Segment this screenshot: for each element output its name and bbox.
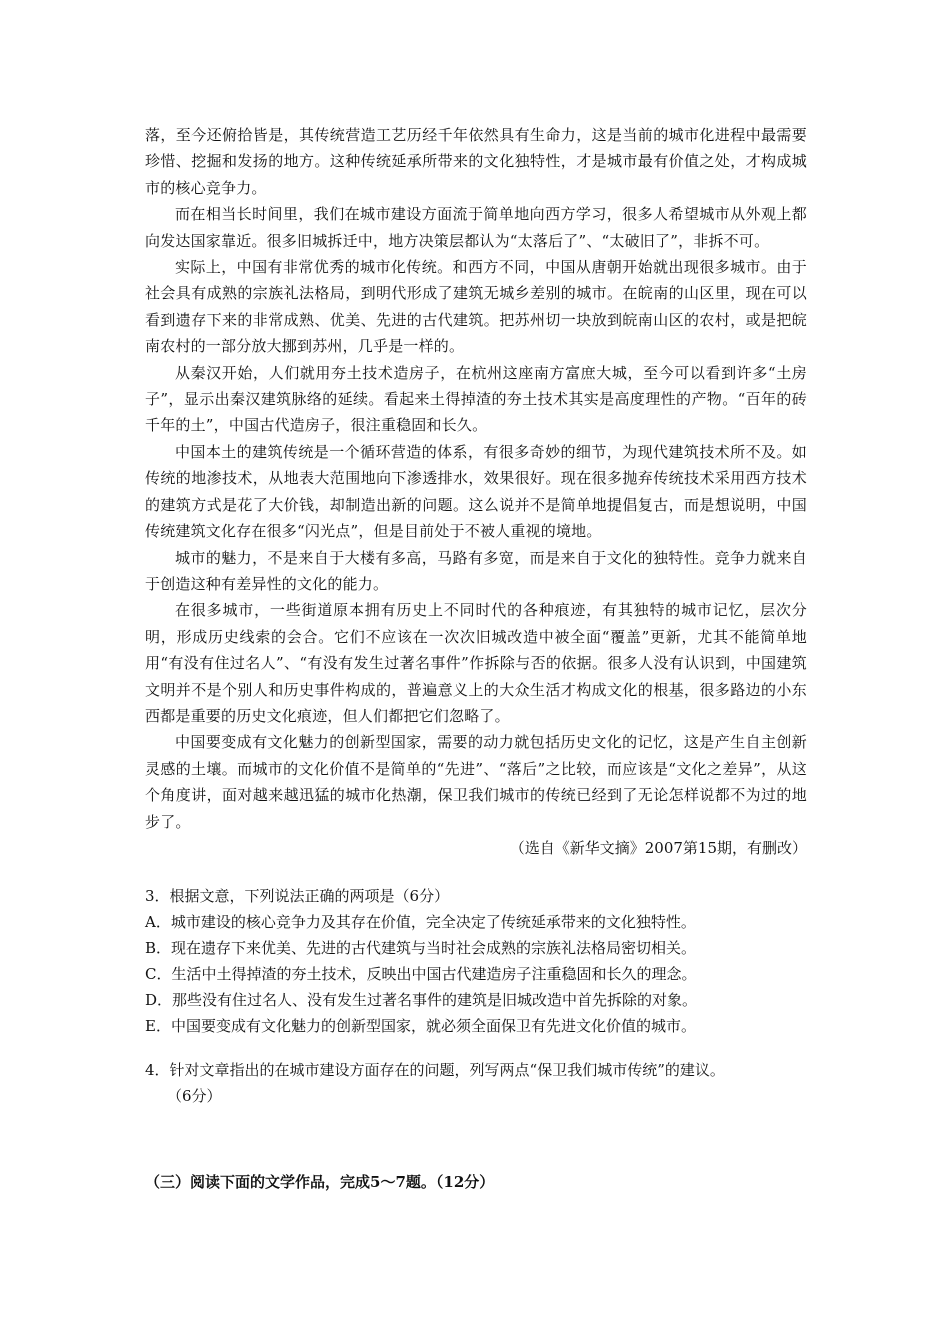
question-3-option-c: C．生活中土得掉渣的夯土技术，反映出中国古代建造房子注重稳固和长久的理念。	[145, 964, 697, 983]
question-3-option-d: D．那些没有住过名人、没有发生过著名事件的建筑是旧城改造中首先拆除的对象。	[145, 990, 698, 1009]
passage-paragraph-3: 实际上，中国有非常优秀的城市化传统。和西方不同，中国从唐朝开始就出现很多城市。由于社会具有成熟的宗族礼法格局，到明代形成了建筑无城乡差别的城市。在皖南的山区里，现在可以看到遗存下来的非常成熟、优美、先进的古代建筑。把苏州切一块放到皖南山区的农村，或是把皖南农村的一部分放大挪到苏州，几乎是一样的。	[145, 258, 807, 356]
passage-paragraph-1: 落，至今还俯拾皆是，其传统营造工艺历经千年依然具有生命力，这是当前的城市化进程中最需要珍惜、挖掘和发扬的地方。这种传统延承所带来的文化独特性，才是城市最有价值之处，才构成城市的核心竞争力。	[145, 126, 807, 197]
question-4-stem: 4．针对文章指出的在城市建设方面存在的问题，列写两点“保卫我们城市传统”的建议。	[145, 1060, 725, 1079]
question-4-score: （6分）	[167, 1086, 222, 1105]
questions	[145, 883, 807, 1109]
passage-paragraph-5: 中国本土的建筑传统是一个循环营造的体系，有很多奇妙的细节，为现代建筑技术所不及。如传统的地渗技术，从地表大范围地向下渗透排水，效果很好。现在很多抛弃传统技术采用西方技术的建筑方式是花了大价钱，却制造出新的问题。这么说并不是简单地提倡复古，而是想说明，中国传统建筑文化存在很多“闪光点”，但是目前处于不被人重视的境地。	[145, 442, 807, 541]
question-3-option-a: A．城市建设的核心竞争力及其存在价值，完全决定了传统延承带来的文化独特性。	[145, 912, 696, 931]
source-citation: （选自《新华文摘》2007第15期，有删改）	[509, 838, 807, 857]
document-page	[145, 122, 807, 1210]
question-3-option-b: B．现在遗存下来优美、先进的古代建筑与当时社会成熟的宗族礼法格局密切相关。	[145, 938, 697, 957]
passage	[145, 122, 807, 835]
question-3-stem: 3．根据文意，下列说法正确的两项是（6分）	[145, 886, 450, 905]
passage-paragraph-7: 在很多城市，一些街道原本拥有历史上不同时代的各种痕迹，有其独特的城市记忆，层次分明，形成历史线索的会合。它们不应该在一次次旧城改造中被全面“覆盖”更新，尤其不能简单地用“有没有住过名人”、“有没有发生过著名事件”作拆除与否的依据。很多人没有认识到，中国建筑文明并不是个别人和历史事件构成的，普遍意义上的大众生活才构成文化的根基，很多路边的小东西都是重要的历史文化痕迹，但人们都把它们忽略了。	[145, 601, 807, 725]
passage-paragraph-4: 从秦汉开始，人们就用夯土技术造房子，在杭州这座南方富庶大城，至今可以看到许多“土房子”，显示出秦汉建筑脉络的延续。看起来土得掉渣的夯土技术其实是高度理性的产物。“百年的砖千年的土”，中国古代造房子，很注重稳固和长久。	[145, 363, 807, 435]
passage-paragraph-8: 中国要变成有文化魅力的创新型国家，需要的动力就包括历史文化的记忆，这是产生自主创新灵感的土壤。而城市的文化价值不是简单的“先进”、“落后”之比较，而应该是“文化之差异”，从这个角度讲，面对越来越迅猛的城市化热潮，保卫我们城市的传统已经到了无论怎样说都不为过的地步了。	[145, 733, 807, 831]
passage-paragraph-6: 城市的魅力，不是来自于大楼有多高，马路有多宽，而是来自于文化的独特性。竞争力就来自于创造这种有差异性的文化的能力。	[145, 548, 807, 593]
section-heading: （三）阅读下面的文学作品，完成5～7题。（12分）	[145, 1172, 495, 1191]
question-4	[145, 1057, 807, 1109]
passage-paragraph-2: 而在相当长时间里，我们在城市建设方面流于简单地向西方学习，很多人希望城市从外观上都向发达国家靠近。很多旧城拆迁中，地方决策层都认为“太落后了”、“太破旧了”，非拆不可。	[145, 205, 807, 250]
question-3-option-e: E．中国要变成有文化魅力的创新型国家，就必须全面保卫有先进文化价值的城市。	[145, 1016, 696, 1035]
